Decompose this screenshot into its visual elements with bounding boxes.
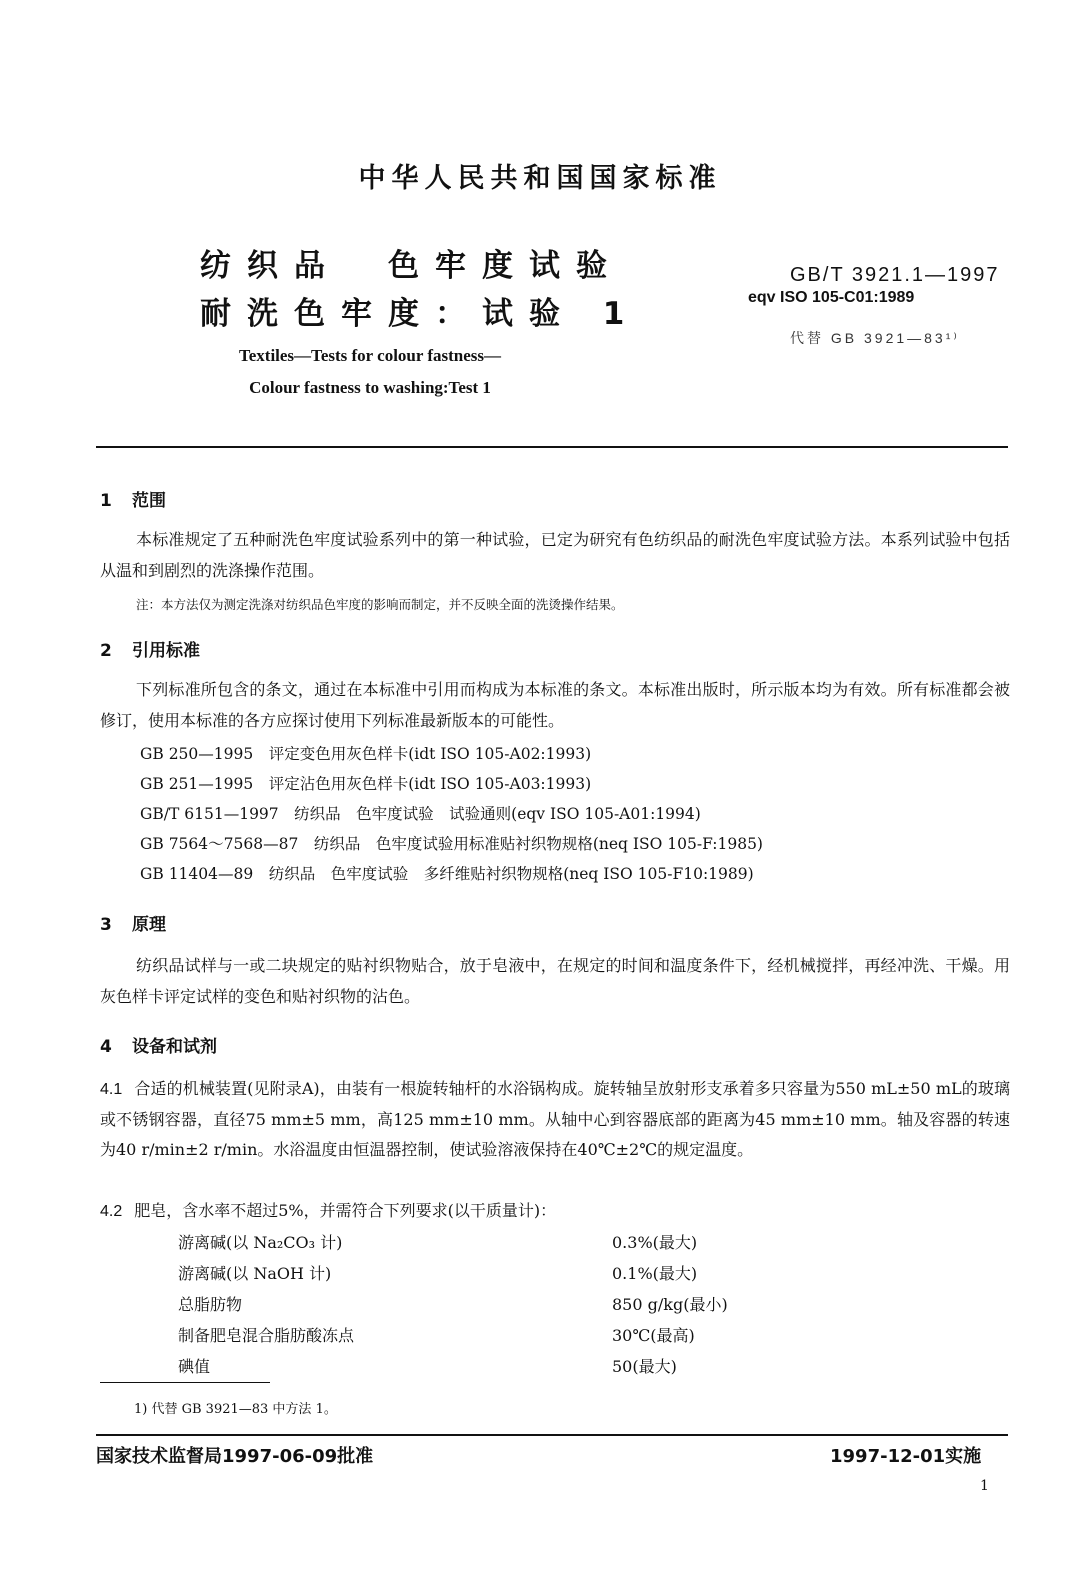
section-3-number: 3 [100,915,112,935]
section-2-number: 2 [100,641,112,661]
clause-4-2-number: 4.2 [100,1203,123,1220]
replaces-standard: 代替 GB 3921—83¹⁾ [790,330,960,346]
footnote: 1) 代替 GB 3921—83 中方法 1。 [134,1402,337,1417]
page-number: 1 [980,1478,989,1494]
reference-standard-item: GB 250—1995 评定变色用灰色样卡(idt ISO 105-A02:1993) [140,745,592,763]
section-3-paragraph: 纺织品试样与一或二块规定的贴衬织物贴合，放于皂液中，在规定的时间和温度条件下，经机械搅拌，再经冲洗、干燥。用灰色样卡评定试样的变色和贴衬织物的沾色。 [100,956,1010,1006]
section-1-paragraph: 本标准规定了五种耐洗色牢度试验系列中的第一种试验，已定为研究有色纺织品的耐洗色牢度试验方法。本系列试验中包括从温和到剧烈的洗涤操作范围。 [100,530,1010,580]
requirement-label: 游离碱(以 NaOH 计) [178,1264,332,1283]
standard-code: GB/T 3921.1—1997 [790,264,1000,286]
footnote-separator [100,1382,270,1383]
effective-date: 1997-12-01实施 [830,1446,982,1467]
section-3-title: 原理 [132,915,166,935]
reference-standard-item: GB 251—1995 评定沾色用灰色样卡(idt ISO 105-A03:1993) [140,775,592,793]
standard-equivalence: eqv ISO 105-C01:1989 [748,289,915,306]
approval-date: 国家技术监督局1997-06-09批准 [96,1446,374,1467]
section-2-heading [100,636,200,661]
requirement-value: 50(最大) [612,1357,677,1376]
section-2-title: 引用标准 [132,641,200,661]
section-4-number: 4 [100,1037,112,1057]
header-divider [96,446,1008,448]
title-cn-line1: 纺织品 色牢度试验 [200,248,623,284]
requirement-label: 游离碱(以 Na₂CO₃ 计) [178,1233,343,1252]
clause-4-1-number: 4.1 [100,1081,123,1098]
clause-4-1 [100,1074,1010,1165]
requirement-label: 碘值 [178,1357,211,1376]
reference-standard-item: GB/T 6151—1997 纺织品 色牢度试验 试验通则(eqv ISO 105-A01:1994) [140,805,701,823]
section-1-heading [100,486,166,511]
section-1-note: 注：本方法仅为测定洗涤对纺织品色牢度的影响而制定，并不反映全面的洗烫操作结果。 [136,597,624,612]
clause-4-2 [100,1196,1010,1227]
section-4-heading [100,1032,217,1057]
footer-divider [96,1434,1008,1436]
requirement-value: 0.1%(最大) [612,1264,698,1283]
clause-4-2-text: 肥皂，含水率不超过5%，并需符合下列要求(以干质量计)： [134,1201,557,1220]
title-en-line1: Textiles—Tests for colour fastness— [238,346,502,365]
reference-standard-item: GB 11404—89 纺织品 色牢度试验 多纤维贴衬织物规格(neq ISO 105-F10:1989) [140,865,754,883]
section-3-heading [100,910,166,935]
requirement-value: 30℃(最高) [612,1326,695,1345]
reference-standard-item: GB 7564～7568—87 纺织品 色牢度试验用标准贴衬织物规格(neq ISO 105-F:1985) [140,835,763,853]
requirement-label: 制备肥皂混合脂肪酸冻点 [178,1326,355,1345]
national-standard-heading: 中华人民共和国国家标准 [358,163,722,194]
title-en-line2: Colour fastness to washing:Test 1 [249,378,491,397]
requirement-value: 0.3%(最大) [612,1233,698,1252]
title-cn-line2: 耐洗色牢度：试验 1 [200,296,641,332]
section-4-title: 设备和试剂 [132,1037,217,1057]
requirement-value: 850 g/kg(最小) [612,1295,728,1314]
section-1-number: 1 [100,491,112,511]
section-1-title: 范围 [132,491,166,511]
section-2-paragraph: 下列标准所包含的条文，通过在本标准中引用而构成为本标准的条文。本标准出版时，所示版本均为有效。所有标准都会被修订，使用本标准的各方应探讨使用下列标准最新版本的可能性。 [100,680,1010,730]
requirement-label: 总脂肪物 [178,1295,243,1314]
clause-4-1-text: 合适的机械装置(见附录A)，由装有一根旋转轴杆的水浴锅构成。旋转轴呈放射形支承着多只容量为550 mL±50 mL的玻璃或不锈钢容器，直径75 mm±5 mm，高125 mm±10 mm。从轴中心到容器底部的距离为45 mm±10 mm。轴及容器的转速为40 r/min±2 r/min。水浴温度由恒温器控制，使试验溶液保持在40℃±2℃的规定温度。 [100,1079,1010,1159]
